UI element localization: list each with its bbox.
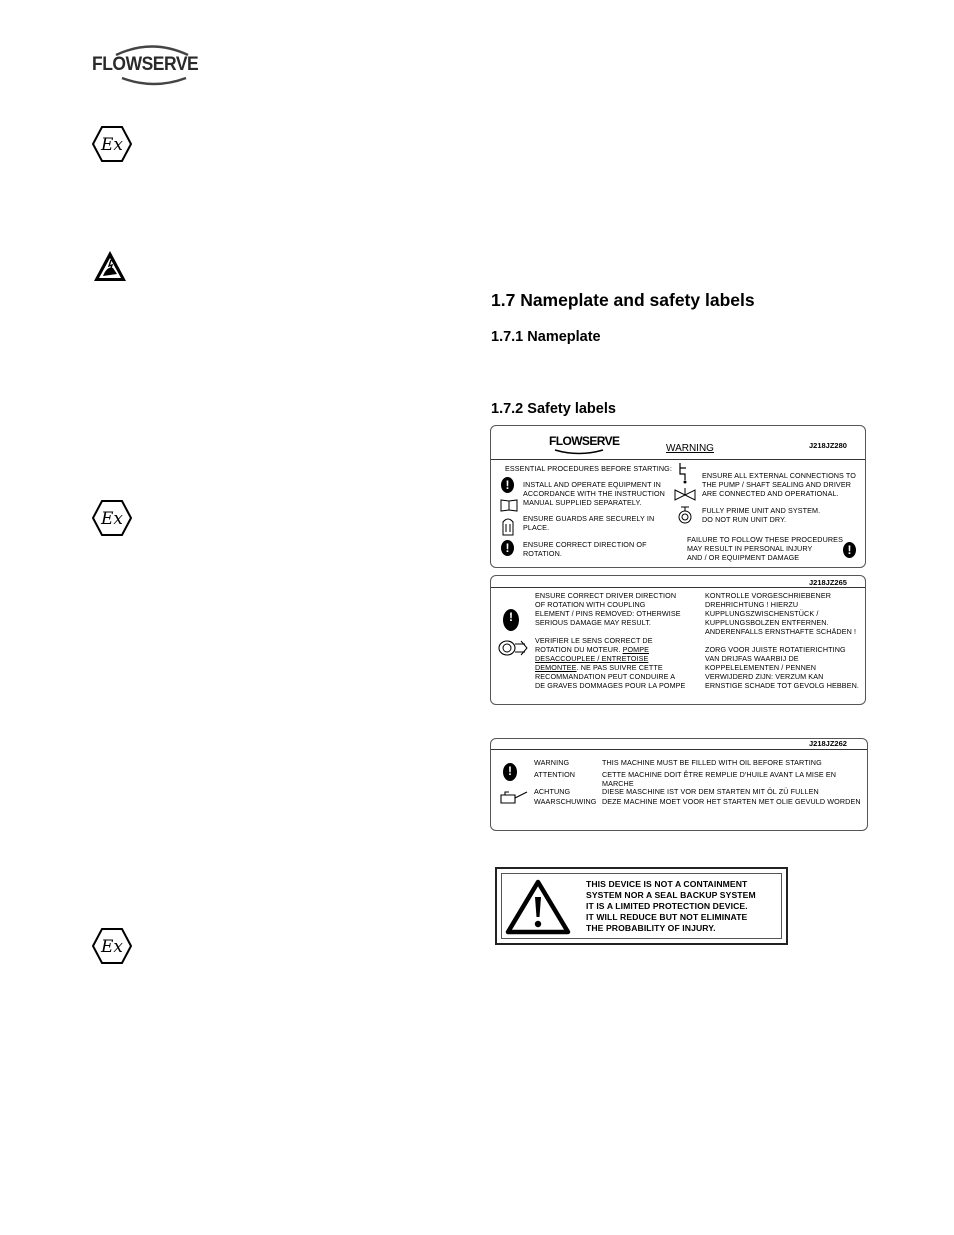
label-nl-text: ZORG VOOR JUISTE ROTATIERICHTING VAN DRIJFAS WAARBIJ DE KOPPELELEMENTEN / PENNEN VERWIJDERD ZIJN: VERZUM KAN ERNSTIGE SCHADE TOT GEVOLG HEBBEN. [705,645,859,690]
exclamation-icon [503,763,517,781]
exclamation-icon [503,609,519,631]
svg-text:Ex: Ex [101,937,123,957]
safety-label-oil [490,738,868,831]
divider [491,749,867,750]
label-warning-heading: WARNING [666,443,714,454]
label-intro: ESSENTIAL PROCEDURES BEFORE STARTING: [505,464,672,473]
safety-label-warning [490,425,866,568]
label-item-text: ENSURE ALL EXTERNAL CONNECTIONS TO THE PUMP / SHAFT SEALING AND DRIVER ARE CONNECTED AND OPERATIONAL. [702,471,856,498]
flowserve-logo [90,40,208,90]
guard-icon [501,516,515,536]
label-item-text: INSTALL AND OPERATE EQUIPMENT IN ACCORDANCE WITH THE INSTRUCTION MANUAL SUPPLIED SEPARATELY. [523,480,665,507]
label-item-text: FAILURE TO FOLLOW THESE PROCEDURES MAY RESULT IN PERSONAL INJURY AND / OR EQUIPMENT DAMAGE [687,535,843,562]
subsection-nameplate-heading: 1.7.1 Nameplate [491,329,601,345]
section-heading: 1.7 Nameplate and safety labels [491,290,755,310]
subsection-safety-labels-heading: 1.7.2 Safety labels [491,401,616,417]
coupling-icon [497,638,529,658]
label-fr-text: VERIFIER LE SENS CORRECT DE ROTATION DU MOTEUR. POMPE DESACCOUPLEE / ENTRETOISE DEMONTEE. NE PAS SUIVRE CETTE RECOMMANDATION PEUT CONDUIRE A DE GRAVES DOMMAGES POUR LA POMPE [535,636,686,690]
svg-text:Ex: Ex [101,135,123,155]
label-lang: ACHTUNG [534,787,571,796]
label-code: J218JZ280 [809,441,847,450]
prime-pump-icon [677,506,693,524]
label-code: J218JZ262 [809,739,847,748]
ex-explosion-icon [92,126,132,162]
exclamation-icon [501,477,514,493]
label-item-text: FULLY PRIME UNIT AND SYSTEM. DO NOT RUN UNIT DRY. [702,506,821,524]
label-de-text: KONTROLLE VORGESCHRIEBENER DREHRICHTUNG ! HIERZU KUPPLUNGSZWISCHENSTÜCK / KUPPLUNGSBOLZEN ENTFERNEN. ANDERENFALLS ERNSTHAFTE SCHÄDEN ! [705,591,857,636]
label-item-text: ENSURE GUARDS ARE SECURELY IN PLACE. [523,514,655,532]
label-code: J218JZ265 [809,578,847,587]
label-row-text: THIS MACHINE MUST BE FILLED WITH OIL BEFORE STARTING [602,758,822,767]
divider [491,459,865,460]
valve-icon [674,488,696,502]
label-row-text: CETTE MACHINE DOIT ÊTRE REMPLIE D'HUILE AVANT LA MISE EN MARCHE [602,770,837,788]
containment-text: THIS DEVICE IS NOT A CONTAINMENT SYSTEM NOR A SEAL BACKUP SYSTEM IT IS A LIMITED PROTECTION DEVICE. IT WILL REDUCE BUT NOT ELIMINATE THE PROBABILITY OF INJURY. [586,879,756,933]
safety-label-containment [495,867,788,945]
label-en-text: ENSURE CORRECT DRIVER DIRECTION OF ROTATION WITH COUPLING ELEMENT / PINS REMOVED: OTHERWISE SERIOUS DAMAGE MAY RESULT. [535,591,681,627]
label-lang: ATTENTION [534,770,576,779]
label-lang: WAARSCHUWING [534,797,597,806]
manual-book-icon [500,498,518,512]
label-row-text: DIESE MASCHINE IST VOR DEM STARTEN MIT ÖL ZÜ FULLEN [602,787,819,796]
logo-text: FLOWSERVE [92,54,199,75]
svg-text:Ex: Ex [101,509,123,529]
ex-explosion-icon [92,500,132,536]
warning-triangle-icon [505,879,571,935]
safety-label-rotation [490,575,866,705]
label-lang: WARNING [534,758,570,767]
ex-explosion-icon [92,928,132,964]
oil-can-icon [499,789,529,805]
divider [491,587,865,588]
logo-arc-bottom [118,76,190,88]
connection-icon [676,462,690,484]
label-item-text: ENSURE CORRECT DIRECTION OF ROTATION. [523,540,647,558]
exclamation-icon [843,542,856,558]
label-brand: FLOWSERVE [549,434,620,448]
label-row-text: DEZE MACHINE MOET VOOR HET STARTEN MET OLIE GEVULD WORDEN [602,797,861,806]
electrostatic-warning-icon [93,250,127,282]
exclamation-icon [501,540,514,556]
label-brand-arc [553,448,605,456]
